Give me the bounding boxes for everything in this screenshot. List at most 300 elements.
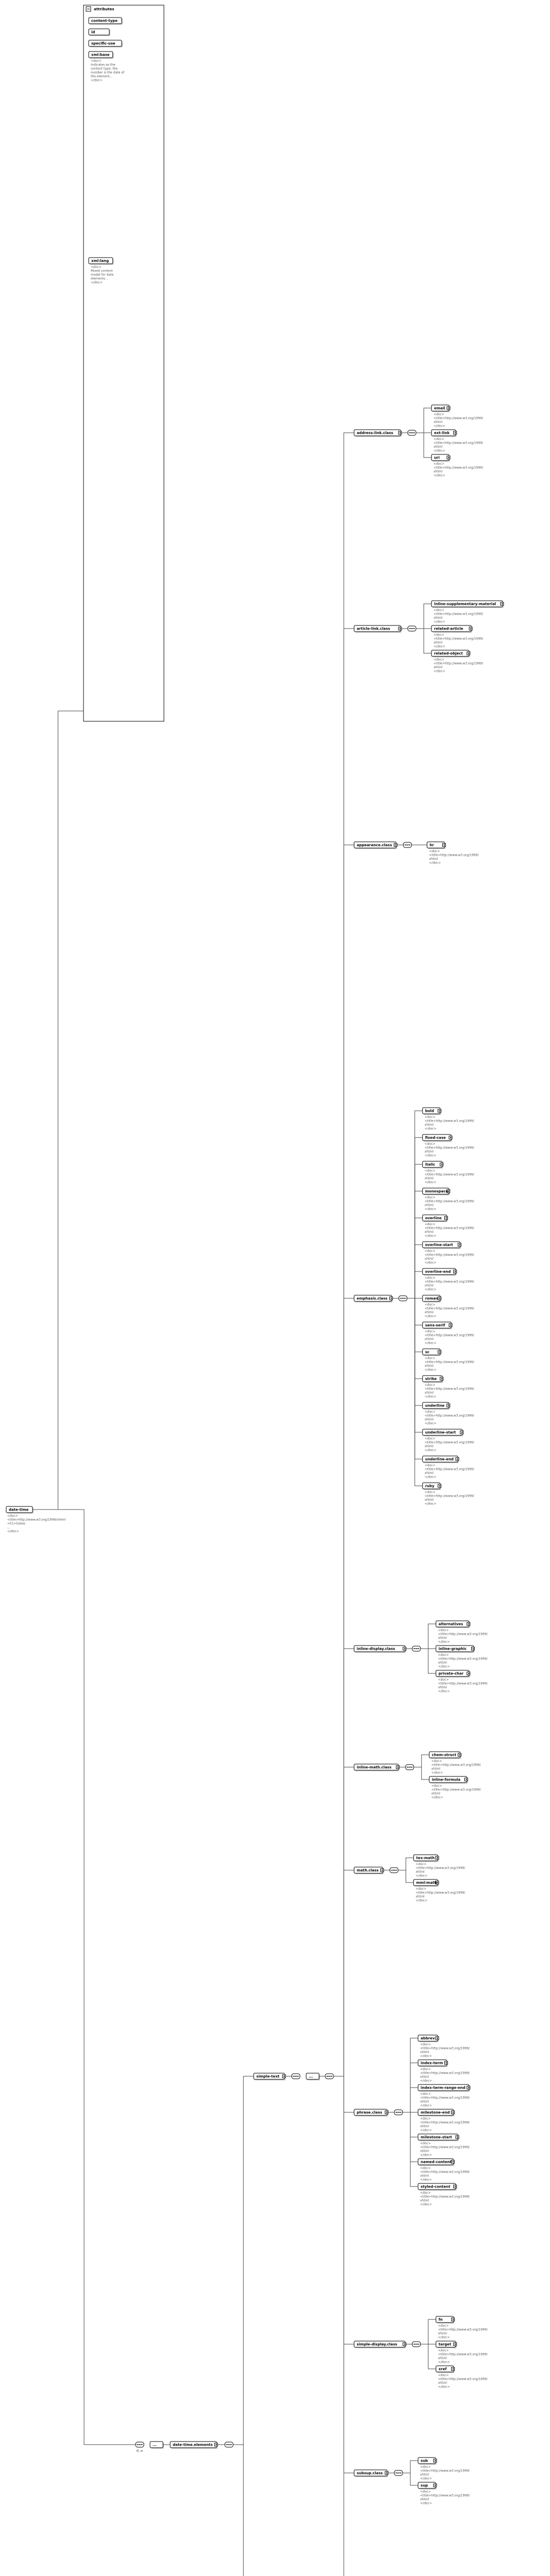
- attribute-xml-lang[interactable]: [89, 258, 114, 265]
- leaf-fn[interactable]: [436, 2316, 455, 2324]
- svg-text:<title>http://www.w3.org/1999/: <title>http://www.w3.org/1999/: [424, 1467, 474, 1471]
- leaf-uri-doc: [434, 462, 484, 478]
- leaf-hr-doc: [429, 850, 479, 865]
- mods-7-choice: [394, 2110, 403, 2115]
- svg-text:<doc>: <doc>: [424, 1330, 436, 1333]
- leaf-abbrev-doc: [420, 2043, 470, 2058]
- svg-text:<title>http://www.w3.org/1999/: <title>http://www.w3.org/1999/: [424, 1494, 474, 1498]
- root-annotation: [7, 1514, 66, 1533]
- mods-phrase-class[interactable]: [354, 2109, 388, 2116]
- svg-text:xhtml: xhtml: [420, 2050, 429, 2054]
- leaf-hr-label: hr: [429, 843, 434, 848]
- svg-text:Indicates as the: Indicates as the: [91, 63, 115, 67]
- mods-5-choice: [406, 1765, 414, 1770]
- svg-text:</doc>: </doc>: [434, 620, 445, 624]
- svg-text:</doc>: </doc>: [424, 1261, 437, 1265]
- svg-text:</doc>: </doc>: [434, 473, 445, 478]
- leaf-roman[interactable]: [423, 1295, 441, 1302]
- svg-text:<title>http://www.w3.org/1999/: <title>http://www.w3.org/1999/: [424, 1280, 474, 1284]
- svg-text:</doc>: </doc>: [431, 1771, 443, 1775]
- leaf-overline-start-label: overline-start: [425, 1243, 453, 1247]
- mods-address-link-class[interactable]: [354, 430, 402, 437]
- svg-text:<title>http://www.w3.org/1999/: <title>http://www.w3.org/1999/: [415, 1891, 465, 1895]
- svg-text:xhtml: xhtml: [424, 1230, 434, 1234]
- leaf-sup-label: sup: [421, 2483, 428, 2488]
- svg-text:<doc>: <doc>: [415, 1862, 427, 1866]
- leaf-alternatives[interactable]: [436, 1621, 470, 1628]
- simple-text-choice-group-label: ...: [308, 2074, 313, 2079]
- mods-article-link-class-label: article-link.class: [356, 626, 390, 631]
- leaf-ruby[interactable]: [423, 1483, 441, 1490]
- svg-text:<doc>: <doc>: [420, 2067, 431, 2071]
- svg-text:<title>http://www.w3.org/1999/: <title>http://www.w3.org/1999/: [434, 416, 484, 420]
- svg-text:<title>http://www.w3.org/1999/: <title>http://www.w3.org/1999/: [420, 2195, 470, 2199]
- leaf-fixed-case-doc: [425, 1142, 475, 1158]
- svg-text:<doc>: <doc>: [438, 2374, 449, 2377]
- leaf-related-article[interactable]: [431, 625, 472, 633]
- leaf-chem-struct[interactable]: [429, 1752, 461, 1759]
- mods-phrase-class-label: phrase.class: [356, 2110, 382, 2115]
- svg-text:xhtml: xhtml: [434, 666, 443, 669]
- date-elements-choice: [225, 2442, 233, 2447]
- svg-text:</doc>: </doc>: [424, 1314, 437, 1318]
- svg-text:<title>http://www.w3.org/1999/: <title>http://www.w3.org/1999/: [420, 2121, 470, 2125]
- svg-text:elements...: elements...: [91, 277, 108, 281]
- leaf-milestone-end[interactable]: [418, 2109, 454, 2116]
- attributes-title: attributes: [94, 7, 114, 11]
- leaf-fn-doc: [438, 2324, 488, 2340]
- svg-text:xhtml: xhtml: [429, 857, 438, 861]
- svg-text:</doc>: </doc>: [434, 669, 445, 673]
- leaf-hr[interactable]: [427, 842, 445, 849]
- leaf-tex-math-doc: [415, 1862, 465, 1878]
- leaf-underline-end-label: underline-end: [425, 1457, 454, 1462]
- mods-article-link-class[interactable]: [354, 625, 402, 633]
- svg-text:xhtml: xhtml: [438, 1636, 447, 1640]
- leaf-milestone-start-doc: [420, 2142, 470, 2157]
- svg-text:</doc>: </doc>: [438, 1689, 450, 1693]
- leaf-private-char-doc: [438, 1678, 488, 1693]
- svg-text:<doc>: <doc>: [438, 1653, 449, 1657]
- leaf-related-object[interactable]: [431, 650, 470, 657]
- svg-text:xhtml: xhtml: [434, 641, 443, 645]
- leaf-mml-math[interactable]: [413, 1879, 439, 1887]
- svg-text:<doc>: <doc>: [438, 2349, 449, 2352]
- svg-text:xhtml: xhtml: [420, 2174, 429, 2178]
- svg-text:</doc>: </doc>: [424, 1154, 437, 1158]
- leaf-overline-end[interactable]: [423, 1268, 457, 1276]
- svg-text:</doc>: </doc>: [420, 2202, 432, 2207]
- leaf-inline-graphic-doc: [438, 1653, 488, 1669]
- svg-text:<title>http://www.w3.org/1999/: <title>http://www.w3.org/1999/: [424, 1307, 474, 1311]
- svg-text:<doc>: <doc>: [424, 1276, 436, 1280]
- leaf-email-doc: [434, 413, 484, 428]
- mods-appearance-class[interactable]: [354, 842, 397, 849]
- svg-text:xhtml: xhtml: [420, 2149, 429, 2153]
- simple-text-group[interactable]: [254, 2073, 286, 2080]
- svg-text:<doc>: <doc>: [424, 1303, 436, 1307]
- mods-address-link-class-label: address-link.class: [356, 431, 393, 435]
- leaf-italic[interactable]: [423, 1161, 443, 1168]
- leaf-index-term-range-end-doc: [420, 2092, 470, 2108]
- svg-text:</doc>: </doc>: [434, 424, 445, 428]
- svg-text:<doc>: <doc>: [431, 1759, 442, 1763]
- root-element-date-time-label: date-time: [9, 1507, 29, 1512]
- svg-text:</doc>: </doc>: [91, 281, 103, 284]
- svg-text:<doc>: <doc>: [420, 2092, 431, 2096]
- svg-text:</doc>: </doc>: [429, 861, 441, 865]
- svg-text:</doc>: </doc>: [424, 1287, 437, 1292]
- mods-3-choice: [399, 1296, 407, 1301]
- svg-text:<doc>: <doc>: [420, 2490, 431, 2494]
- svg-text:<doc>: <doc>: [91, 59, 102, 63]
- leaf-target[interactable]: [436, 2341, 457, 2348]
- leaf-named-content-label: named-content: [421, 2160, 452, 2164]
- svg-text:<doc>: <doc>: [438, 2324, 449, 2328]
- svg-text:xhtml: xhtml: [438, 2332, 447, 2335]
- svg-text:xhtml: xhtml: [415, 1895, 425, 1899]
- svg-text:</doc>: </doc>: [420, 2104, 432, 2108]
- svg-text:<doc>: <doc>: [420, 2166, 431, 2170]
- mods-inline-math-class-label: inline-math.class: [356, 1765, 392, 1770]
- mods-4-choice: [412, 1646, 421, 1651]
- svg-text:xhtml: xhtml: [438, 2357, 447, 2360]
- leaf-overline-label: overline: [425, 1216, 442, 1221]
- leaf-index-term-label: index-term: [421, 2061, 443, 2065]
- leaf-strike-label: strike: [425, 1377, 437, 1381]
- svg-text:</doc>: </doc>: [424, 1127, 437, 1131]
- leaf-email[interactable]: [431, 405, 450, 412]
- svg-text:<title>http://www.w3.org/1999/: <title>http://www.w3.org/1999/: [424, 1226, 474, 1230]
- leaf-named-content[interactable]: [418, 2159, 454, 2166]
- leaf-bold-doc: [425, 1115, 475, 1131]
- attribute-id-label: id: [91, 30, 95, 35]
- mods-math-class[interactable]: [354, 1867, 384, 1874]
- attribute-xml-base-label: xml:base: [91, 53, 110, 57]
- svg-text:xhtml: xhtml: [424, 1257, 434, 1261]
- svg-text:xhtml: xhtml: [424, 1471, 434, 1475]
- leaf-ext-link-label: ext-link: [434, 431, 450, 435]
- svg-text:<doc>: <doc>: [431, 1784, 442, 1788]
- attribute-content-type[interactable]: [89, 18, 123, 25]
- leaf-sc[interactable]: [423, 1349, 441, 1356]
- leaf-uri[interactable]: [431, 454, 450, 462]
- svg-text:<doc>: <doc>: [424, 1383, 436, 1387]
- svg-text:<doc>: <doc>: [420, 2191, 431, 2195]
- leaf-strike[interactable]: [423, 1376, 443, 1383]
- leaf-private-char-label: private-char: [438, 1671, 464, 1676]
- svg-text:<doc>: <doc>: [438, 1629, 449, 1632]
- svg-text:</doc>: </doc>: [424, 1234, 437, 1238]
- attribute-xml-lang-label: xml:lang: [91, 259, 109, 263]
- leaf-underline[interactable]: [423, 1402, 450, 1410]
- svg-text:<title>http://www.w3.org/1999/: <title>http://www.w3.org/1999/: [424, 1199, 474, 1204]
- svg-text:<title>http://www.w3.org/1999/: <title>http://www.w3.org/1999/: [424, 1119, 474, 1123]
- svg-text:xhtml: xhtml: [415, 1870, 425, 1874]
- leaf-index-term[interactable]: [418, 2060, 447, 2067]
- choice-main[interactable]: [150, 2442, 164, 2449]
- leaf-monospace[interactable]: [423, 1188, 450, 1195]
- svg-text:</doc>: </doc>: [420, 2477, 432, 2481]
- mods-simple-display-class[interactable]: [354, 2341, 406, 2348]
- svg-text:xhtml: xhtml: [424, 1150, 434, 1154]
- svg-text:<title>http://www.w3.org/1999/: <title>http://www.w3.org/1999/: [424, 1333, 474, 1337]
- svg-text:<doc>: <doc>: [424, 1410, 436, 1414]
- svg-text:<doc>: <doc>: [424, 1437, 436, 1440]
- date-time-elements-group[interactable]: [170, 2442, 218, 2449]
- leaf-underline-start[interactable]: [423, 1429, 463, 1436]
- svg-text:</doc>: </doc>: [431, 1795, 443, 1800]
- leaf-styled-content-label: styled-content: [421, 2184, 451, 2189]
- leaf-ext-link-doc: [434, 437, 484, 453]
- svg-text:<doc>: <doc>: [415, 1887, 427, 1891]
- svg-text:xhtml: xhtml: [420, 2125, 429, 2128]
- leaf-milestone-start-label: milestone-start: [421, 2135, 452, 2140]
- mods-inline-display-class[interactable]: [354, 1646, 406, 1653]
- leaf-ruby-doc: [425, 1490, 475, 1506]
- leaf-overline-doc: [425, 1223, 475, 1238]
- svg-text:<doc>: <doc>: [434, 633, 444, 637]
- svg-text:xhtml: xhtml: [420, 2498, 429, 2501]
- mods-appearance-class-label: appearance.class: [356, 843, 392, 848]
- leaf-overline-start-doc: [425, 1249, 475, 1265]
- leaf-alternatives-doc: [438, 1629, 488, 1644]
- svg-text:<title>http://www.w3.org/1999/: <title>http://www.w3.org/1999/: [420, 2046, 470, 2050]
- mods-6-choice: [390, 1868, 398, 1873]
- attribute-specific-use[interactable]: [89, 40, 123, 47]
- leaf-milestone-end-doc: [420, 2117, 470, 2132]
- svg-text:</doc>: </doc>: [438, 1665, 450, 1669]
- svg-text:<title>http://www.w3.org/1999/: <title>http://www.w3.org/1999/: [438, 2352, 488, 2357]
- leaf-sans-serif-doc: [425, 1330, 475, 1345]
- leaf-sup-doc: [420, 2490, 470, 2505]
- svg-text:xhtml: xhtml: [424, 1123, 434, 1127]
- svg-text:xhtml: xhtml: [438, 1661, 447, 1665]
- leaf-underline-start-label: underline-start: [425, 1430, 456, 1435]
- svg-text:xhtml: xhtml: [438, 1686, 447, 1689]
- choice-main-label: ...: [153, 2443, 157, 2447]
- mods-subsup-class-label: subsup.class: [356, 2471, 383, 2476]
- svg-text:<title>http://www.w3.org/1999/: <title>http://www.w3.org/1999/: [420, 2170, 470, 2174]
- svg-text:</doc>: </doc>: [420, 2153, 432, 2157]
- svg-text:<title>http://www.w3.org/1999/: <title>http://www.w3.org/1999/: [434, 441, 484, 445]
- leaf-abbrev-label: abbrev: [421, 2036, 435, 2041]
- svg-text:<title>http://www.w3.org/1999/: <title>http://www.w3.org/1999/: [420, 2469, 470, 2473]
- leaf-sc-doc: [425, 1357, 475, 1372]
- svg-text:<title>http://www.w3.org/1999/: <title>http://www.w3.org/1999/: [438, 1682, 488, 1686]
- leaf-private-char[interactable]: [436, 1670, 470, 1677]
- leaf-fixed-case-label: fixed-case: [425, 1136, 446, 1140]
- leaf-inline-graphic[interactable]: [436, 1646, 475, 1653]
- svg-text:</doc>: </doc>: [438, 2385, 450, 2389]
- mods-simple-display-class-label: simple-display.class: [356, 2342, 397, 2347]
- leaf-inline-graphic-label: inline-graphic: [438, 1647, 467, 1651]
- svg-text:<title>http://www.w3.org/1999/: <title>http://www.w3.org/1999/: [420, 2145, 470, 2149]
- leaf-underline-start-doc: [425, 1437, 475, 1452]
- leaf-email-label: email: [434, 406, 445, 411]
- svg-text:xhtml: xhtml: [424, 1364, 434, 1368]
- leaf-sub-label: sub: [421, 2459, 428, 2463]
- leaf-inline-supplementary-material-doc: [434, 608, 484, 624]
- svg-text:xhtml: xhtml: [424, 1311, 434, 1314]
- svg-text:</doc>: </doc>: [424, 1421, 437, 1426]
- svg-text:<title>http://www.w3.org/1999/: <title>http://www.w3.org/1999/: [434, 662, 484, 666]
- leaf-abbrev[interactable]: [418, 2035, 439, 2042]
- svg-text:</doc>: </doc>: [424, 1368, 437, 1372]
- svg-text:</doc>: </doc>: [438, 2360, 450, 2364]
- svg-text:<title>http://www.w3.org/1999/: <title>http://www.w3.org/1999/: [438, 2328, 488, 2332]
- svg-text:model for date: model for date: [91, 273, 114, 277]
- leaf-target-label: target: [438, 2342, 452, 2347]
- svg-text:<doc>: <doc>: [424, 1142, 436, 1146]
- leaf-underline-doc: [425, 1410, 475, 1426]
- mods-2-choice: [403, 842, 411, 848]
- leaf-inline-supplementary-material[interactable]: [431, 601, 504, 608]
- leaf-roman-doc: [425, 1303, 475, 1318]
- leaf-overline-start[interactable]: [423, 1242, 461, 1249]
- svg-text:</doc>: </doc>: [420, 2054, 432, 2058]
- svg-text:xhtml: xhtml: [420, 2473, 429, 2477]
- leaf-mml-math-label: mml:math: [416, 1880, 437, 1885]
- leaf-monospace-label: monospace: [425, 1189, 448, 1194]
- svg-text:</doc>: </doc>: [434, 645, 445, 649]
- svg-text:<title>http://www.w3.org/1999/: <title>http://www.w3.org/1999/: [434, 612, 484, 616]
- leaf-tex-math[interactable]: [413, 1855, 439, 1862]
- leaf-ext-link[interactable]: [431, 430, 457, 437]
- svg-text:<doc>: <doc>: [424, 1490, 436, 1494]
- svg-text:...: ...: [7, 1526, 10, 1530]
- leaf-chem-struct-label: chem-struct: [431, 1753, 457, 1757]
- leaf-sans-serif[interactable]: [423, 1322, 452, 1329]
- svg-text:</doc>: </doc>: [424, 1341, 437, 1345]
- svg-text:</doc>: </doc>: [415, 1874, 428, 1878]
- root-element-date-time[interactable]: [6, 1506, 34, 1514]
- attribute-content-type-label: content-type: [91, 19, 118, 23]
- svg-text:<title>http://www.w3.org/1999/: <title>http://www.w3.org/1999/: [424, 1440, 474, 1445]
- simple-text-choice-group[interactable]: [306, 2073, 320, 2080]
- leaf-overline-end-label: overline-end: [425, 1269, 451, 1274]
- svg-text:xhtml: xhtml: [424, 1204, 434, 1207]
- svg-text:<title>http://www.w3.org/1999/: <title>http://www.w3.org/1999/: [431, 1788, 481, 1792]
- svg-text:</doc>: </doc>: [424, 1448, 437, 1452]
- svg-text:<doc>: <doc>: [424, 1115, 436, 1119]
- svg-text:<title>http://www.w3.org/1999/: <title>http://www.w3.org/1999/: [420, 2494, 470, 2498]
- mods-9-choice: [394, 2470, 403, 2476]
- svg-text:<doc>: <doc>: [429, 850, 440, 853]
- leaf-sup[interactable]: [418, 2482, 437, 2489]
- leaf-inline-formula[interactable]: [429, 1776, 468, 1784]
- mods-subsup-class[interactable]: [354, 2470, 388, 2477]
- svg-text:<title>http://www.w3.org/1999/: <title>http://www.w3.org/1999/: [420, 2096, 470, 2100]
- svg-text:<title>http://www.w3.org/1999/: <title>http://www.w3.org/1999/: [424, 1173, 474, 1177]
- attribute-id[interactable]: [89, 29, 110, 36]
- svg-text:<doc>: <doc>: [424, 1357, 436, 1360]
- leaf-xref[interactable]: [436, 2366, 455, 2373]
- svg-text:number is the date of: number is the date of: [91, 71, 124, 75]
- leaf-sub[interactable]: [418, 2458, 437, 2465]
- mods-inline-math-class[interactable]: [354, 1764, 399, 1771]
- leaf-index-term-range-end[interactable]: [418, 2084, 470, 2092]
- svg-text:</doc>: </doc>: [424, 1180, 437, 1184]
- svg-text:<title>http://www.w3.org/1999/: <title>http://www.w3.org/1999/: [438, 1657, 488, 1661]
- svg-text:xhtml: xhtml: [431, 1767, 440, 1771]
- svg-text:<doc>: <doc>: [420, 2043, 431, 2046]
- svg-text:<doc>: <doc>: [420, 2117, 431, 2121]
- leaf-fn-label: fn: [438, 2317, 443, 2322]
- svg-text:</doc>: </doc>: [420, 2501, 432, 2505]
- mods-emphasis-class[interactable]: [354, 1295, 393, 1302]
- leaf-tex-math-label: tex-math: [416, 1856, 435, 1860]
- attributes-panel: [84, 5, 164, 721]
- svg-text:</doc>: </doc>: [7, 1530, 19, 1533]
- leaf-monospace-doc: [425, 1196, 475, 1211]
- leaf-index-term-doc: [420, 2067, 470, 2083]
- mods-choice: [325, 2074, 334, 2079]
- svg-text:<doc>: <doc>: [424, 1249, 436, 1253]
- leaf-related-article-doc: [434, 633, 484, 649]
- svg-text:</doc>: </doc>: [424, 1475, 437, 1479]
- svg-text:<title>http://www.w3.org/1999/: <title>http://www.w3.org/1999/: [420, 2071, 470, 2075]
- leaf-italic-label: italic: [425, 1162, 436, 1167]
- attribute-xml-base[interactable]: [89, 52, 114, 59]
- leaf-related-article-label: related-article: [434, 626, 463, 631]
- svg-text:<title>http://www.w3.org/1999/: <title>http://www.w3.org/1999/: [434, 637, 484, 641]
- svg-text:<doc>: <doc>: [91, 265, 102, 269]
- svg-text:</doc>: </doc>: [424, 1395, 437, 1399]
- svg-text:xhtml: xhtml: [424, 1177, 434, 1180]
- leaf-roman-label: roman: [425, 1296, 438, 1301]
- svg-text:<doc>: <doc>: [424, 1196, 436, 1199]
- svg-text:</doc>: </doc>: [420, 2128, 432, 2132]
- choice-main-mult: [137, 2449, 143, 2453]
- leaf-milestone-start[interactable]: [418, 2134, 459, 2141]
- leaf-styled-content[interactable]: [418, 2183, 457, 2191]
- svg-text:</doc>: </doc>: [420, 2079, 432, 2083]
- leaf-fixed-case[interactable]: [423, 1134, 452, 1142]
- svg-text:xhtml: xhtml: [424, 1418, 434, 1421]
- leaf-index-term-range-end-label: index-term-range-end: [421, 2086, 465, 2090]
- leaf-inline-supplementary-material-label: inline-supplementary-material: [434, 602, 496, 606]
- date-time-elements-group-label: date-time.elements: [173, 2443, 213, 2447]
- leaf-inline-formula-label: inline-formula: [431, 1777, 461, 1782]
- svg-text:<title>http://www.w3.org/1999/: <title>http://www.w3.org/1999/: [434, 466, 484, 470]
- svg-text:<title>http://www.w3.org/1999/: <title>http://www.w3.org/1999/: [415, 1866, 465, 1870]
- attribute-specific-use-label: specific-use: [91, 41, 115, 46]
- svg-text:</doc>: </doc>: [420, 2178, 432, 2182]
- svg-text:xhtml: xhtml: [424, 1337, 434, 1341]
- svg-text:<h1>Dates: <h1>Dates: [7, 1522, 26, 1526]
- svg-text:</doc>: </doc>: [438, 1640, 450, 1644]
- svg-text:</doc>: </doc>: [424, 1502, 437, 1506]
- svg-text:<doc>: <doc>: [438, 1678, 449, 1682]
- svg-text:content type; the: content type; the: [91, 67, 118, 71]
- svg-text:xhtml: xhtml: [431, 1792, 440, 1795]
- leaf-styled-content-doc: [420, 2191, 470, 2207]
- mods-inline-display-class-label: inline-display.class: [356, 1647, 395, 1651]
- leaf-overline[interactable]: [423, 1215, 448, 1222]
- svg-text:<doc>: <doc>: [434, 658, 444, 662]
- svg-text:xhtml: xhtml: [424, 1445, 434, 1448]
- leaf-bold[interactable]: [423, 1108, 441, 1115]
- svg-text:<title>http://www.w3.org/1999/: <title>http://www.w3.org/1999/: [424, 1414, 474, 1418]
- svg-text:<title>http://www.w3.org/1999/: <title>http://www.w3.org/1999/xhtml: [7, 1518, 66, 1522]
- leaf-underline-end-doc: [425, 1464, 475, 1479]
- leaf-uri-label: uri: [434, 455, 440, 460]
- svg-text:<doc>: <doc>: [434, 608, 444, 612]
- leaf-underline-end[interactable]: [423, 1456, 459, 1463]
- svg-text:</doc>: </doc>: [415, 1899, 428, 1903]
- simple-text-choice: [292, 2074, 300, 2079]
